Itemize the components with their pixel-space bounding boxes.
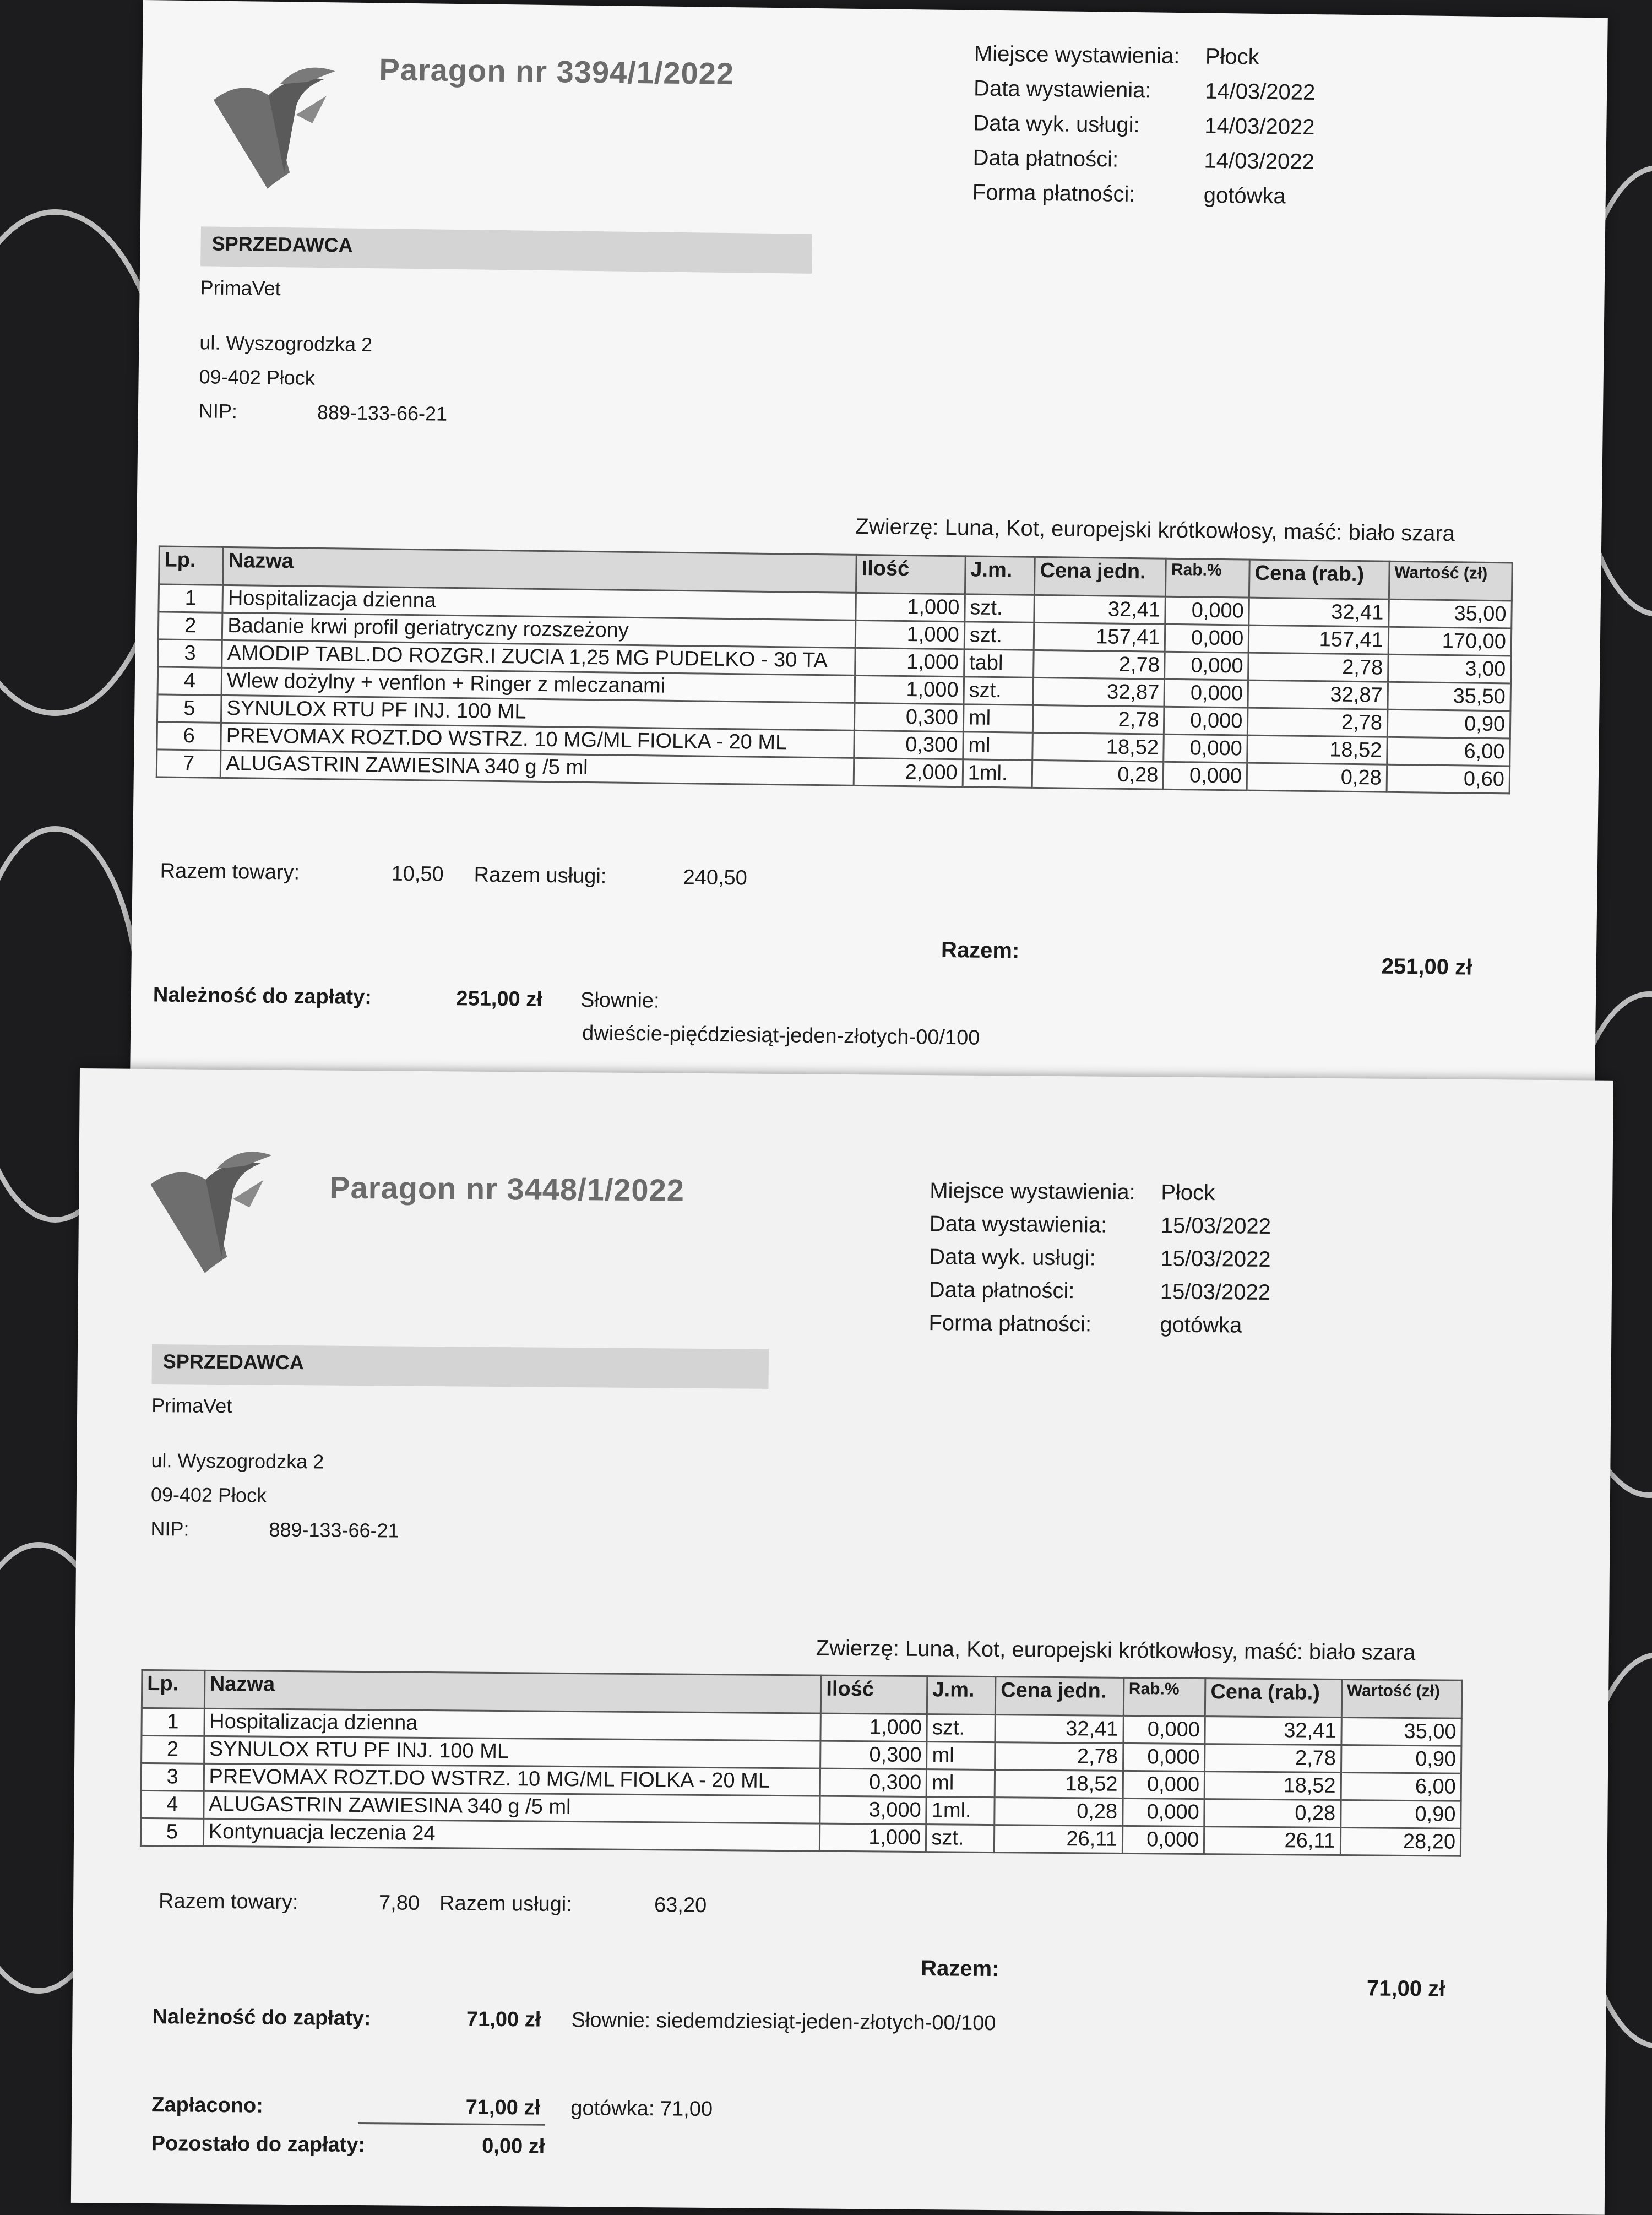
paid-row xyxy=(151,2093,713,2121)
item-qty: 1,000 xyxy=(856,593,965,621)
item-value: 6,00 xyxy=(1341,1773,1461,1801)
item-discount: 0,000 xyxy=(1164,762,1247,790)
item-price: 26,11 xyxy=(994,1825,1122,1854)
item-lp: 5 xyxy=(140,1818,203,1846)
item-price: 32,41 xyxy=(995,1715,1123,1744)
item-value: 6,00 xyxy=(1387,737,1510,766)
goods-total-value: 10,50 xyxy=(391,862,444,886)
seller-city: 09-402 Płock xyxy=(150,1483,267,1507)
item-name: Kontynuacja leczenia 24 xyxy=(203,1818,820,1851)
seller-name: PrimaVet xyxy=(151,1394,232,1418)
meta-label: Data wyk. usługi: xyxy=(973,111,1140,138)
col-discounted-price: Cena (rab.) xyxy=(1205,1679,1342,1718)
col-value: Wartość (zł) xyxy=(1389,561,1512,601)
item-discounted-price: 2,78 xyxy=(1248,708,1388,737)
item-value: 3,00 xyxy=(1388,654,1511,683)
nip-label: NIP: xyxy=(150,1517,189,1540)
item-value: 35,50 xyxy=(1388,682,1511,711)
paid-detail: gotówka: 71,00 xyxy=(570,2097,713,2121)
amount-due-value: 71,00 zł xyxy=(466,2007,541,2032)
meta-payment-date: 14/03/2022 xyxy=(1204,148,1315,175)
item-value: 35,00 xyxy=(1389,599,1512,628)
goods-total-value: 7,80 xyxy=(378,1891,420,1915)
meta-issue-date: 15/03/2022 xyxy=(1160,1213,1271,1239)
col-value: Wartość (zł) xyxy=(1341,1680,1462,1719)
item-discount: 0,000 xyxy=(1123,1771,1205,1799)
goods-total-label: Razem towary: xyxy=(160,859,300,884)
item-unit: 1ml. xyxy=(963,759,1032,788)
item-unit: szt. xyxy=(964,622,1034,650)
item-price: 2,78 xyxy=(1032,705,1164,734)
seller-city: 09-402 Płock xyxy=(199,365,316,389)
seller-block xyxy=(199,270,449,431)
meta-label: Miejsce wystawienia: xyxy=(930,1179,1135,1205)
item-name: PREVOMAX ROZT.DO WSTRZ. 10 MG/ML FIOLKA - 20 ML xyxy=(221,723,855,758)
remaining-value: 0,00 zł xyxy=(482,2134,545,2158)
item-qty: 2,000 xyxy=(854,758,963,786)
col-discounted-price: Cena (rab.) xyxy=(1249,560,1389,599)
item-unit: ml xyxy=(963,732,1033,761)
item-qty: 0,300 xyxy=(820,1741,927,1769)
item-discount: 0,000 xyxy=(1122,1798,1204,1826)
meta-label: Forma płatności: xyxy=(928,1311,1092,1337)
seller-name: PrimaVet xyxy=(200,276,281,300)
item-price: 32,87 xyxy=(1033,677,1165,707)
item-value: 0,90 xyxy=(1341,1800,1461,1829)
animal-info: Zwierzę: Luna, Kot, europejski krótkowłosy, maść: biało szara xyxy=(816,1636,1416,1665)
amount-in-words: dwieście-pięćdziesiąt-jeden-złotych-00/100 xyxy=(582,1021,980,1050)
item-unit: 1ml. xyxy=(926,1797,995,1825)
item-price: 157,41 xyxy=(1034,622,1165,652)
meta-payment-form: gotówka xyxy=(1203,183,1286,209)
col-discount: Rab.% xyxy=(1166,558,1250,598)
amount-due-label: Należność do zapłaty: xyxy=(153,983,372,1009)
item-discounted-price: 0,28 xyxy=(1204,1799,1341,1828)
item-qty: 3,000 xyxy=(820,1796,927,1825)
subtotals xyxy=(160,859,747,890)
item-qty: 0,300 xyxy=(820,1768,927,1797)
item-lp: 4 xyxy=(157,667,222,695)
item-qty: 0,300 xyxy=(855,703,964,731)
item-discounted-price: 18,52 xyxy=(1204,1772,1341,1800)
amount-in-words: siedemdziesiąt-jeden-złotych-00/100 xyxy=(656,2009,996,2035)
meta-label: Data płatności: xyxy=(928,1278,1075,1304)
item-price: 0,28 xyxy=(1032,760,1164,789)
col-name: Nazwa xyxy=(223,547,857,593)
amount-due-row xyxy=(153,983,660,1013)
clinic-logo xyxy=(144,1146,289,1279)
item-price: 0,28 xyxy=(995,1798,1123,1826)
total-label: Razem: xyxy=(941,937,1020,963)
in-words-label: Słownie: xyxy=(571,2008,651,2033)
item-price: 32,41 xyxy=(1034,595,1166,624)
col-price: Cena jedn. xyxy=(995,1677,1123,1716)
seller-street: ul. Wyszogrodzka 2 xyxy=(199,331,373,356)
meta-service-date: 15/03/2022 xyxy=(1160,1246,1271,1272)
col-lp: Lp. xyxy=(142,1670,204,1708)
in-words-label: Słownie: xyxy=(580,988,660,1013)
item-discount: 0,000 xyxy=(1123,1743,1205,1771)
item-lp: 3 xyxy=(141,1763,204,1791)
item-value: 0,90 xyxy=(1341,1745,1461,1774)
item-discount: 0,000 xyxy=(1164,734,1247,763)
item-qty: 1,000 xyxy=(820,1713,927,1742)
total-value: 251,00 zł xyxy=(1381,954,1472,980)
item-price: 2,78 xyxy=(1034,650,1165,679)
seller-block xyxy=(150,1388,400,1548)
item-discount: 0,000 xyxy=(1122,1826,1204,1854)
item-discounted-price: 18,52 xyxy=(1247,735,1387,764)
item-discounted-price: 157,41 xyxy=(1248,625,1388,654)
item-lp: 3 xyxy=(158,639,222,667)
item-name: SYNULOX RTU PF INJ. 100 ML xyxy=(204,1736,820,1768)
item-discount: 0,000 xyxy=(1164,707,1248,735)
amount-due-value: 251,00 zł xyxy=(456,987,543,1011)
item-lp: 1 xyxy=(142,1708,204,1736)
meta-label: Miejsce wystawienia: xyxy=(974,41,1180,69)
paid-label: Zapłacono: xyxy=(151,2093,264,2118)
item-unit: ml xyxy=(926,1769,995,1798)
animal-info: Zwierzę: Luna, Kot, europejski krótkowłosy, maść: biało szara xyxy=(855,514,1455,546)
item-discounted-price: 26,11 xyxy=(1204,1827,1341,1855)
col-unit: J.m. xyxy=(965,556,1035,595)
subtotals xyxy=(159,1890,707,1918)
item-name: PREVOMAX ROZT.DO WSTRZ. 10 MG/ML FIOLKA - 20 ML xyxy=(204,1763,820,1796)
meta-payment-form: gotówka xyxy=(1160,1312,1242,1338)
item-name: ALUGASTRIN ZAWIESINA 340 g /5 ml xyxy=(203,1791,820,1823)
clinic-logo xyxy=(207,61,352,195)
amount-due-label: Należność do zapłaty: xyxy=(152,2005,371,2031)
item-discounted-price: 0,28 xyxy=(1247,763,1387,792)
receipt-title: Paragon nr 3394/1/2022 xyxy=(379,52,735,91)
services-total-label: Razem usługi: xyxy=(474,863,607,888)
item-value: 0,60 xyxy=(1387,764,1510,794)
item-unit: szt. xyxy=(965,594,1035,623)
item-value: 35,00 xyxy=(1341,1718,1462,1746)
item-discount: 0,000 xyxy=(1165,624,1249,653)
item-lp: 7 xyxy=(156,750,221,778)
item-discount: 0,000 xyxy=(1123,1715,1205,1744)
item-name: Badanie krwi profil geriatryczny rozszeżony xyxy=(222,612,856,648)
items-table xyxy=(156,545,1513,794)
item-name: Hospitalizacja dzienna xyxy=(204,1708,821,1741)
item-lp: 5 xyxy=(157,694,221,723)
col-discount: Rab.% xyxy=(1123,1677,1205,1716)
seller-heading: SPRZEDAWCA xyxy=(152,1344,769,1389)
meta-label: Forma płatności: xyxy=(972,180,1135,207)
item-qty: 1,000 xyxy=(855,620,964,649)
item-lp: 2 xyxy=(142,1735,204,1763)
receipt-meta xyxy=(972,36,1316,214)
item-name: AMODIP TABL.DO ROZGR.I ZUCIA 1,25 MG PUDELKO - 30 TA xyxy=(222,640,856,675)
item-discounted-price: 32,41 xyxy=(1249,598,1389,627)
meta-service-date: 14/03/2022 xyxy=(1204,113,1315,140)
seller-nip: 889-133-66-21 xyxy=(269,1518,399,1542)
item-discounted-price: 2,78 xyxy=(1248,653,1388,682)
item-discount: 0,000 xyxy=(1164,679,1248,708)
item-name: SYNULOX RTU PF INJ. 100 ML xyxy=(221,695,855,730)
amount-due-row xyxy=(152,2005,996,2035)
item-discount: 0,000 xyxy=(1165,652,1248,680)
remaining-row xyxy=(151,2132,545,2159)
item-discounted-price: 32,87 xyxy=(1248,680,1388,709)
item-lp: 1 xyxy=(159,584,223,612)
col-lp: Lp. xyxy=(159,546,224,585)
item-name: Hospitalizacja dzienna xyxy=(222,585,856,620)
services-total-value: 240,50 xyxy=(683,866,748,890)
col-price: Cena jedn. xyxy=(1035,557,1166,596)
meta-place: Płock xyxy=(1205,44,1259,69)
receipt-sheet-2 xyxy=(71,1068,1613,2215)
item-qty: 1,000 xyxy=(855,648,964,676)
paid-value: 71,00 zł xyxy=(465,2095,541,2120)
services-total-value: 63,20 xyxy=(654,1893,707,1917)
meta-place: Płock xyxy=(1161,1180,1215,1206)
total-value: 71,00 zł xyxy=(1366,1976,1446,2001)
meta-label: Data wystawienia: xyxy=(973,76,1151,103)
col-unit: J.m. xyxy=(927,1676,996,1715)
seller-street: ul. Wyszogrodzka 2 xyxy=(151,1449,324,1473)
goods-total-label: Razem towary: xyxy=(158,1890,298,1914)
item-discount: 0,000 xyxy=(1165,596,1249,625)
item-unit: szt. xyxy=(964,677,1034,705)
meta-label: Data wyk. usługi: xyxy=(929,1245,1096,1271)
seller-heading: SPRZEDAWCA xyxy=(200,226,812,274)
item-name: Wlew dożylny + venflon + Ringer z mleczanami xyxy=(221,667,855,703)
item-name: ALUGASTRIN ZAWIESINA 340 g /5 ml xyxy=(220,750,854,785)
item-price: 18,52 xyxy=(1032,732,1164,762)
nip-label: NIP: xyxy=(198,399,238,423)
receipt-title: Paragon nr 3448/1/2022 xyxy=(329,1170,685,1208)
item-unit: tabl xyxy=(964,649,1034,678)
item-lp: 6 xyxy=(157,722,221,750)
seller-nip: 889-133-66-21 xyxy=(317,400,448,425)
item-value: 170,00 xyxy=(1388,627,1512,656)
item-discounted-price: 32,41 xyxy=(1205,1717,1341,1745)
item-price: 18,52 xyxy=(995,1770,1123,1799)
meta-label: Data wystawienia: xyxy=(929,1212,1107,1237)
receipt-meta xyxy=(928,1174,1271,1342)
total-label: Razem: xyxy=(921,1956,999,1981)
item-discounted-price: 2,78 xyxy=(1205,1744,1341,1773)
item-unit: ml xyxy=(927,1742,995,1770)
item-unit: szt. xyxy=(927,1714,995,1742)
services-total-label: Razem usługi: xyxy=(439,1892,573,1917)
item-lp: 2 xyxy=(158,612,222,640)
meta-label: Data płatności: xyxy=(972,145,1119,172)
item-qty: 1,000 xyxy=(820,1823,927,1852)
item-qty: 0,300 xyxy=(854,730,963,759)
col-qty: Ilość xyxy=(821,1675,928,1714)
col-name: Nazwa xyxy=(204,1670,821,1713)
item-unit: ml xyxy=(963,704,1033,733)
receipt-sheet-1 xyxy=(130,0,1608,1111)
item-lp: 4 xyxy=(141,1790,204,1818)
col-qty: Ilość xyxy=(856,555,965,594)
meta-payment-date: 15/03/2022 xyxy=(1160,1279,1271,1305)
meta-issue-date: 14/03/2022 xyxy=(1204,79,1316,105)
item-qty: 1,000 xyxy=(855,675,964,704)
items-table xyxy=(140,1669,1463,1857)
item-value: 0,90 xyxy=(1387,709,1510,739)
item-value: 28,20 xyxy=(1340,1828,1461,1856)
item-unit: szt. xyxy=(926,1825,995,1853)
paid-underline xyxy=(358,2122,545,2126)
remaining-label: Pozostało do zapłaty: xyxy=(151,2132,366,2157)
item-price: 2,78 xyxy=(995,1742,1123,1771)
